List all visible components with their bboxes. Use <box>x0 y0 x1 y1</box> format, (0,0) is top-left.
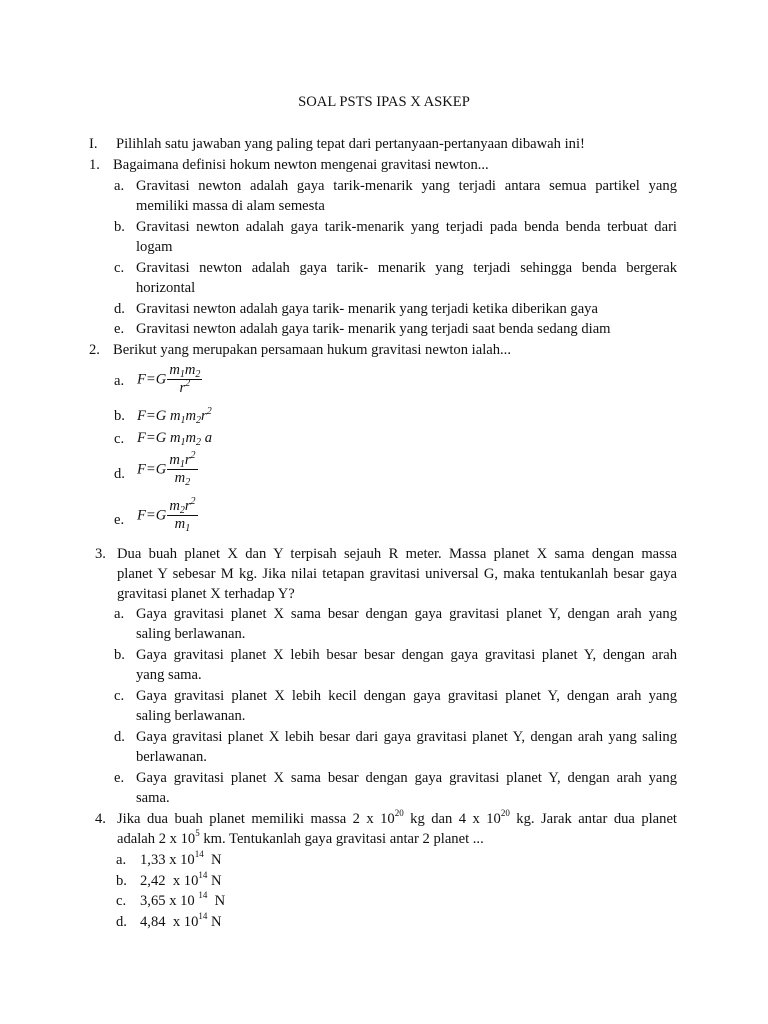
option-d-text: Gravitasi newton adalah gaya tarik- menarik yang terjadi ketika diberikan gaya <box>136 301 598 317</box>
option-c-line2: saling berlawanan. <box>136 708 246 724</box>
option-letter: d. <box>114 466 125 482</box>
option-c-value: 3,65 x 10 $^{14}$ N <box>140 890 226 909</box>
question-number: 1. <box>89 157 100 173</box>
option-letter: c. <box>114 260 125 276</box>
option-b-line2: yang sama. <box>136 667 202 683</box>
option-c-line1: Gaya gravitasi planet X lebih kecil dengan gaya gravitasi planet Y, dengan arah yang <box>136 688 677 704</box>
option-e-text: Gravitasi newton adalah gaya tarik- menarik yang terjadi saat benda sedang diam <box>136 321 611 337</box>
question-text-line1: Dua buah planet X dan Y terpisah sejauh R meter. Massa planet X sama dengan massa <box>117 546 677 562</box>
option-letter: e. <box>114 512 125 528</box>
question-text: Berikut yang merupakan persamaan hukum gravitasi newton ialah... <box>113 342 511 358</box>
option-c-line2: horizontal <box>136 280 196 296</box>
formula-c: F=G $m_1m_2$ a <box>137 430 212 448</box>
option-e-line2: sama. <box>136 790 170 806</box>
option-letter: e. <box>114 770 125 786</box>
question-number: 4. <box>95 811 106 827</box>
option-a-line1: Gravitasi newton adalah gaya tarik-menarik yang terjadi antara semua partikel yang <box>136 178 677 194</box>
question-text-line2: adalah 2 x $10^5$ km. Tentukanlah gaya gravitasi antar 2 planet ... <box>117 828 484 847</box>
option-d-value: 4,84 x $10^{14}$ N <box>140 911 222 930</box>
option-letter: d. <box>114 729 125 745</box>
option-letter: c. <box>114 688 125 704</box>
option-letter: a. <box>114 178 125 194</box>
option-letter: c. <box>114 431 125 447</box>
question-number: 2. <box>89 342 100 358</box>
question-text-line2: planet Y sebesar M kg. Jika nilai tetapan gravitasi universal G, maka tentukanlah besar gaya <box>117 566 677 582</box>
question-text-line1: Jika dua buah planet memiliki massa 2 x $10^{20}$ kg dan 4 x $10^{20}$ kg. Jarak antar dua planet <box>117 808 677 827</box>
option-b-value: 2,42 x $10^{14}$ N <box>140 870 222 889</box>
option-letter: b. <box>116 873 127 889</box>
option-letter: b. <box>114 647 125 663</box>
option-letter: d. <box>114 301 125 317</box>
option-e-line1: Gaya gravitasi planet X sama besar dengan gaya gravitasi planet Y, dengan arah yang <box>136 770 677 786</box>
option-a-line2: memiliki massa di alam semesta <box>136 198 325 214</box>
option-d-line2: berlawanan. <box>136 749 207 765</box>
formula-b: F=G $m_1m_2r^2$ <box>137 406 212 426</box>
option-letter: e. <box>114 321 125 337</box>
option-b-line1: Gaya gravitasi planet X lebih besar besar dengan gaya gravitasi planet Y, dengan arah <box>136 647 677 663</box>
formula-e: F=G $\frac{m_2r^2}{m_1}$ <box>137 496 196 534</box>
question-text: Bagaimana definisi hokum newton mengenai gravitasi newton... <box>113 157 489 173</box>
option-letter: a. <box>116 852 127 868</box>
option-letter: d. <box>116 914 127 930</box>
section-instruction: Pilihlah satu jawaban yang paling tepat dari pertanyaan-pertanyaan dibawah ini! <box>116 136 585 152</box>
option-letter: b. <box>114 219 125 235</box>
option-letter: a. <box>114 606 125 622</box>
section-number: I. <box>89 136 98 152</box>
document-title: SOAL PSTS IPAS X ASKEP <box>298 94 470 110</box>
formula-a: F=G $\frac{m_1m_2}{r^2}$ <box>137 362 201 396</box>
option-d-line1: Gaya gravitasi planet X lebih besar dari gaya gravitasi planet Y, dengan arah yang saling <box>136 729 677 745</box>
option-b-line1: Gravitasi newton adalah gaya tarik-menarik yang terjadi pada benda benda terbuat dari <box>136 219 677 235</box>
question-number: 3. <box>95 546 106 562</box>
option-letter: b. <box>114 408 125 424</box>
option-c-line1: Gravitasi newton adalah gaya tarik- menarik yang terjadi sehingga benda bergerak <box>136 260 677 276</box>
option-a-line1: Gaya gravitasi planet X sama besar dengan gaya gravitasi planet Y, dengan arah yang <box>136 606 677 622</box>
option-a-value: 1,33 x $10^{14}$ N <box>140 849 222 868</box>
option-letter: c. <box>116 893 127 909</box>
formula-d: F=G $\frac{m_1r^2}{m_2}$ <box>137 450 196 488</box>
question-text-line3: gravitasi planet X terhadap Y? <box>117 586 295 602</box>
option-letter: a. <box>114 373 125 389</box>
option-b-line2: logam <box>136 239 173 255</box>
option-a-line2: saling berlawanan. <box>136 626 246 642</box>
